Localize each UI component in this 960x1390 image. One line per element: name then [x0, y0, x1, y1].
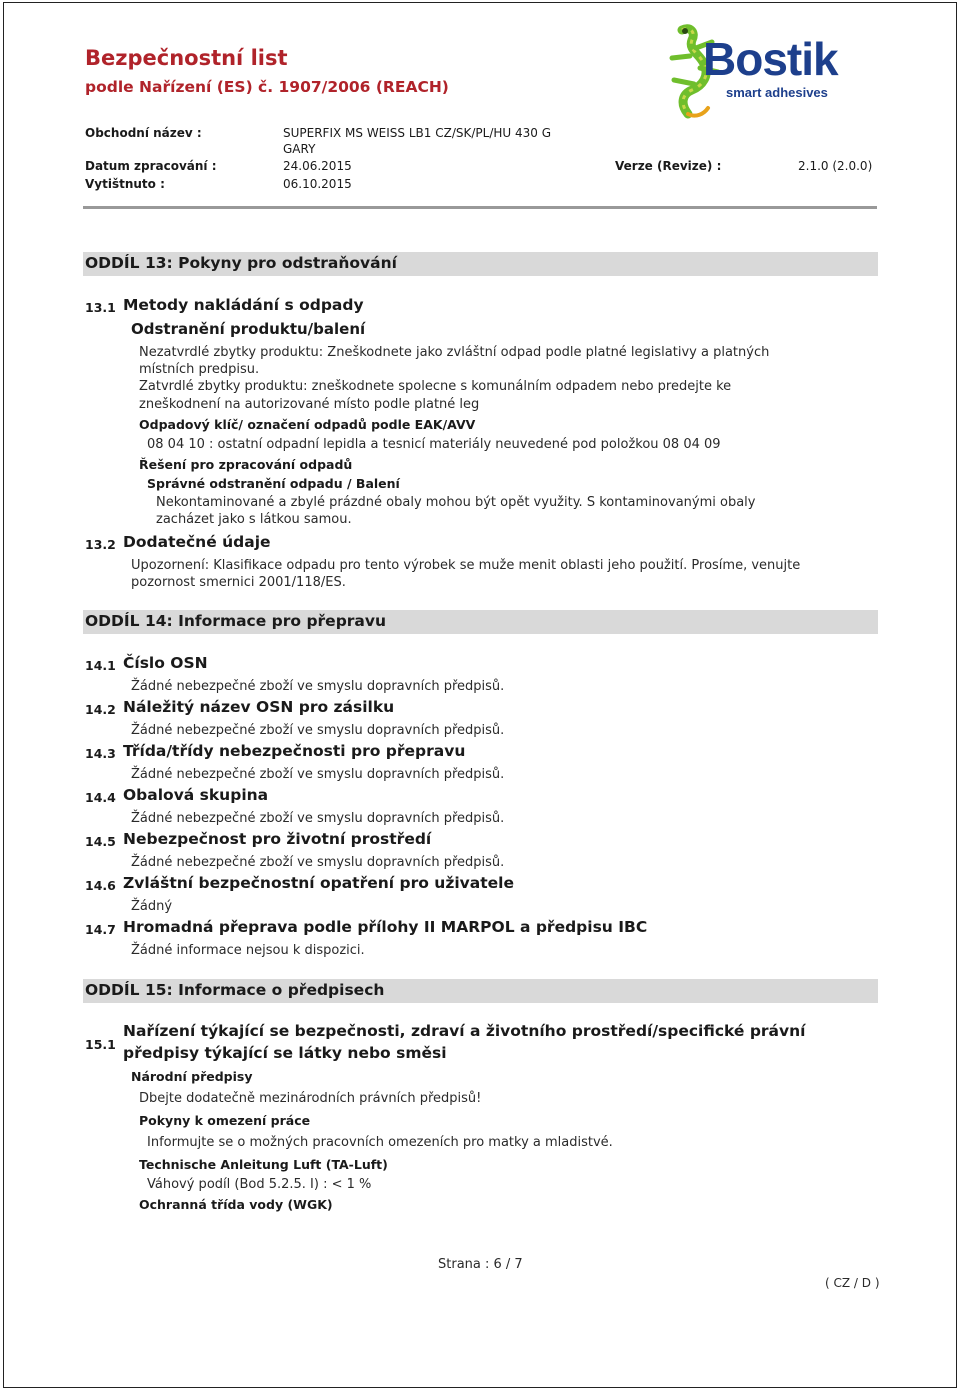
- paragraph-line: zacházet jako s látkou samou.: [156, 512, 352, 527]
- subsection-text: Žádné informace nejsou k dispozici.: [131, 943, 365, 958]
- document-title: Bezpečnostní list: [85, 46, 288, 70]
- paragraph-line: Zatvrdlé zbytky produktu: zneškodnete spolecne s komunálním odpadem nebo predejte ke: [139, 379, 732, 394]
- subsection-title: Zvláštní bezpečnostní opatření pro uživatele: [123, 874, 514, 892]
- page-number: Strana : 6 / 7: [438, 1257, 523, 1272]
- waste-key-label: Odpadový klíč/ označení odpadů podle EAK/AVV: [139, 417, 476, 432]
- waste-solutions-label: Řešení pro zpracování odpadů: [139, 457, 353, 472]
- paragraph-line: Upozornení: Klasifikace odpadu pro tento výrobek se muže menit oblasti jeho použití. Prosíme, venujte: [131, 558, 801, 573]
- trade-name-value: SUPERFIX MS WEISS LB1 CZ/SK/PL/HU 430 G: [283, 126, 551, 140]
- work-restrictions-text: Informujte se o možných pracovních omezeních pro matky a mladistvé.: [147, 1135, 613, 1150]
- paragraph-line: zneškodnení na autorizované místo podle platné leg: [139, 397, 480, 412]
- printed-value: 06.10.2015: [283, 177, 352, 191]
- subsection-number: 14.1: [85, 658, 116, 673]
- language-code: ( CZ / D ): [825, 1276, 880, 1290]
- version-label: Verze (Revize) :: [615, 159, 722, 173]
- section-13-title: ODDÍL 13: Pokyny pro odstraňování: [83, 252, 878, 276]
- date-label: Datum zpracování :: [85, 159, 217, 173]
- subsection-title: Metody nakládání s odpady: [123, 296, 364, 314]
- subsection-number: 14.7: [85, 922, 116, 937]
- subsection-text: Žádné nebezpečné zboží ve smyslu dopravních předpisů.: [131, 855, 505, 870]
- subsection-number: 14.6: [85, 878, 116, 893]
- work-restrictions-label: Pokyny k omezení práce: [139, 1113, 311, 1128]
- section-14-title: ODDÍL 14: Informace pro přepravu: [83, 610, 878, 634]
- subsection-title: Nařízení týkající se bezpečnosti, zdraví a životního prostředí/specifické právní: [123, 1022, 806, 1040]
- wgk-label: Ochranná třída vody (WGK): [139, 1197, 333, 1212]
- paragraph-line: místních predpisu.: [139, 362, 260, 377]
- trade-name-label: Obchodní název :: [85, 126, 202, 140]
- waste-key-value: 08 04 10 : ostatní odpadní lepidla a tesnicí materiály neuvedené pod položkou 08 04 09: [147, 437, 721, 452]
- subsection-text: Žádný: [131, 899, 173, 914]
- date-value: 24.06.2015: [283, 159, 352, 173]
- version-value: 2.1.0 (2.0.0): [798, 159, 873, 173]
- subsection-number: 14.5: [85, 834, 116, 849]
- subsection-title: Nebezpečnost pro životní prostředí: [123, 830, 432, 848]
- brand-logo-text: Bostik: [703, 33, 838, 85]
- subsection-text: Žádné nebezpečné zboží ve smyslu dopravních předpisů.: [131, 723, 505, 738]
- brand-tagline: smart adhesives: [726, 85, 828, 100]
- subsection-number: 14.3: [85, 746, 116, 761]
- subsection-number: 15.1: [85, 1037, 116, 1052]
- national-regulations-text: Dbejte dodatečně mezinárodních právních předpisů!: [139, 1091, 482, 1106]
- header-divider: [83, 206, 877, 209]
- subsection-text: Žádné nebezpečné zboží ve smyslu dopravních předpisů.: [131, 767, 505, 782]
- subsection-title: Hromadná přeprava podle přílohy II MARPOL a předpisu IBC: [123, 918, 648, 936]
- trade-name-value-2: GARY: [283, 142, 316, 156]
- subsection-title-line-2: předpisy týkající se látky nebo směsi: [123, 1044, 447, 1062]
- paragraph-line: Nekontaminované a zbylé prázdné obaly mohou být opět využity. S kontaminovanými obaly: [156, 495, 756, 510]
- subsection-number: 13.2: [85, 537, 116, 552]
- paragraph-line: Nezatvrdlé zbytky produktu: Zneškodnete jako zvláštní odpad podle platné legislativy a platných: [139, 345, 770, 360]
- subsection-title: Třída/třídy nebezpečnosti pro přepravu: [123, 742, 466, 760]
- subsection-title: Náležitý název OSN pro zásilku: [123, 698, 395, 716]
- subsection-text: Žádné nebezpečné zboží ve smyslu dopravních předpisů.: [131, 679, 505, 694]
- subsection-text: Žádné nebezpečné zboží ve smyslu dopravních předpisů.: [131, 811, 505, 826]
- subheading: Odstranění produktu/balení: [131, 320, 366, 338]
- subsection-title: Obalová skupina: [123, 786, 269, 804]
- subsection-number: 14.2: [85, 702, 116, 717]
- subsection-title: Číslo OSN: [123, 654, 208, 672]
- ta-luft-label: Technische Anleitung Luft (TA-Luft): [139, 1157, 388, 1172]
- paragraph-line: pozornost smernici 2001/118/ES.: [131, 575, 346, 590]
- subsection-number: 14.4: [85, 790, 116, 805]
- subsection-number: 13.1: [85, 300, 116, 315]
- national-regulations-label: Národní předpisy: [131, 1069, 253, 1084]
- printed-label: Vytištnuto :: [85, 177, 165, 191]
- document-subtitle: podle Nařízení (ES) č. 1907/2006 (REACH): [85, 78, 449, 96]
- subsection-title: Dodatečné údaje: [123, 533, 271, 551]
- ta-luft-text: Váhový podíl (Bod 5.2.5. I) : < 1 %: [147, 1177, 372, 1192]
- disposal-label: Správné odstranění odpadu / Balení: [147, 476, 400, 491]
- section-15-title: ODDÍL 15: Informace o předpisech: [83, 979, 878, 1003]
